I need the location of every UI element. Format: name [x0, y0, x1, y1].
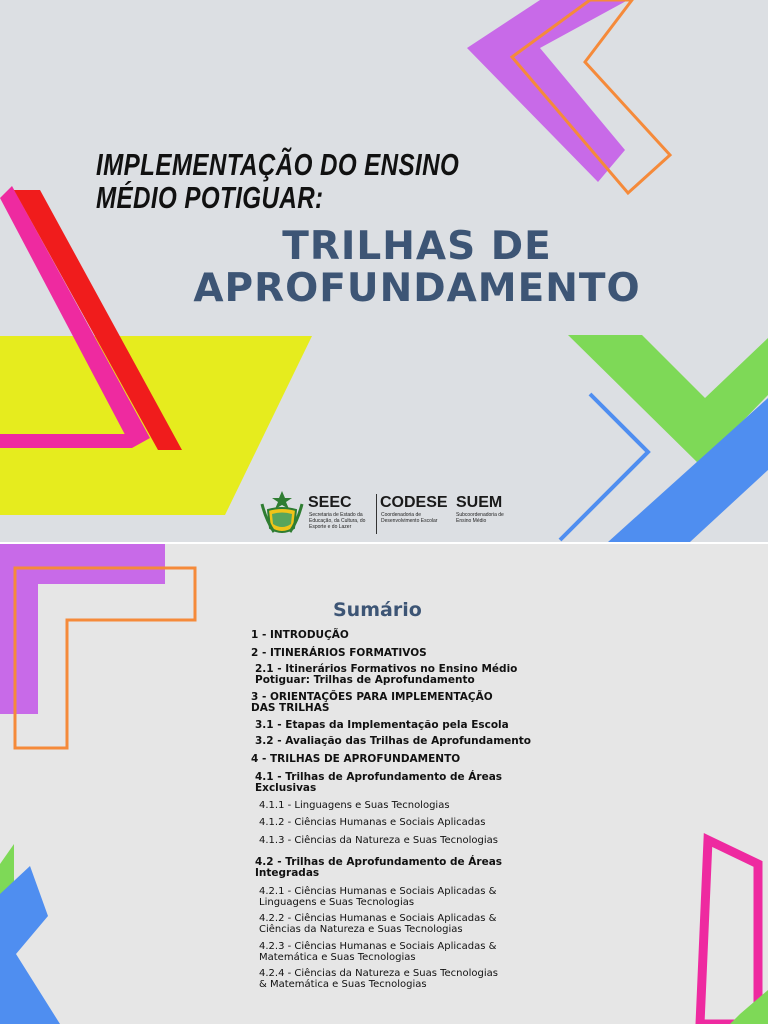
codese-logo-subtitle: Coordenadoria de Desenvolvimento Escolar [381, 512, 438, 524]
toc-entry-4-2-1[interactable]: 4.2.1 - Ciências Humanas e Sociais Aplicadas & [259, 886, 497, 897]
toc-entry-3-cont[interactable]: DAS TRILHAS [251, 702, 330, 714]
toc-entry-4-1[interactable]: 4.1 - Trilhas de Aprofundamento de Áreas [255, 771, 503, 783]
toc-entry-4-2-3[interactable]: 4.2.3 - Ciências Humanas e Sociais Aplicadas & [259, 941, 497, 952]
suem-logo-name: SUEM [456, 494, 503, 511]
toc-entry-4-2-3-cont[interactable]: Matemática e Suas Tecnologias [259, 952, 416, 963]
state-seal-icon [260, 490, 304, 536]
green-corner-right [730, 990, 768, 1024]
seec-logo-subtitle: Secretaria de Estado da Educação, da Cultura, do Esporte e do Lazer [309, 512, 366, 530]
toc-entry-4-1-cont[interactable]: Exclusivas [255, 782, 317, 794]
table-of-contents-page [0, 544, 768, 1024]
toc-entry-4-2-2-cont[interactable]: Ciências da Natureza e Suas Tecnologias [259, 924, 463, 935]
magenta-triangle-outline [700, 840, 758, 1024]
toc-entry-4-2-4-cont[interactable]: & Matemática e Suas Tecnologias [259, 979, 427, 990]
seec-logo-name: SEEC [308, 494, 352, 511]
toc-entry-4-1-2[interactable]: 4.1.2 - Ciências Humanas e Sociais Aplicadas [259, 817, 486, 828]
logo-divider [376, 494, 377, 534]
toc-entry-4-1-3[interactable]: 4.1.3 - Ciências da Natureza e Suas Tecnologias [259, 835, 498, 846]
codese-logo-name: CODESE [380, 494, 448, 511]
cover-subtitle: IMPLEMENTAÇÃO DO ENSINO MÉDIO POTIGUAR: [96, 147, 460, 215]
toc-entry-4-2[interactable]: 4.2 - Trilhas de Aprofundamento de Áreas [255, 856, 503, 868]
toc-entry-4-2-1-cont[interactable]: Linguagens e Suas Tecnologias [259, 897, 415, 908]
magenta-stripe-base [0, 434, 132, 448]
cover-title-line-2: APROFUNDAMENTO [193, 266, 641, 311]
cover-title [97, 226, 737, 310]
toc-entry-4-2-2[interactable]: 4.2.2 - Ciências Humanas e Sociais Aplicadas & [259, 913, 497, 924]
toc-entry-2-1-cont[interactable]: Potiguar: Trilhas de Aprofundamento [255, 674, 475, 686]
toc-entry-2[interactable]: 2 - ITINERÁRIOS FORMATIVOS [251, 647, 427, 659]
toc-entry-4[interactable]: 4 - TRILHAS DE APROFUNDAMENTO [251, 753, 461, 765]
toc-entry-1[interactable]: 1 - INTRODUÇÃO [251, 629, 349, 641]
toc-entry-4-1-1[interactable]: 4.1.1 - Linguagens e Suas Tecnologias [259, 800, 450, 811]
suem-logo-subtitle: Subcoordenadoria de Ensino Médio [456, 512, 504, 524]
institution-logos [260, 490, 520, 538]
cover-title-line-1: TRILHAS DE [282, 224, 552, 269]
toc-entry-3[interactable]: 3 - ORIENTAÇÕES PARA IMPLEMENTAÇÃO [251, 691, 493, 703]
toc-title: Sumário [333, 599, 422, 621]
toc-entry-4-2-cont[interactable]: Integradas [255, 867, 320, 879]
toc-entry-2-1[interactable]: 2.1 - Itinerários Formativos no Ensino Médio [255, 663, 518, 675]
toc-entry-3-1[interactable]: 3.1 - Etapas da Implementação pela Escola [255, 719, 509, 731]
toc-entry-4-2-4[interactable]: 4.2.4 - Ciências da Natureza e Suas Tecnologias [259, 968, 498, 979]
orange-corner-outline [15, 568, 195, 748]
toc-entry-3-2[interactable]: 3.2 - Avaliação das Trilhas de Aprofundamento [255, 735, 531, 747]
blue-corner-shape [0, 866, 60, 1024]
